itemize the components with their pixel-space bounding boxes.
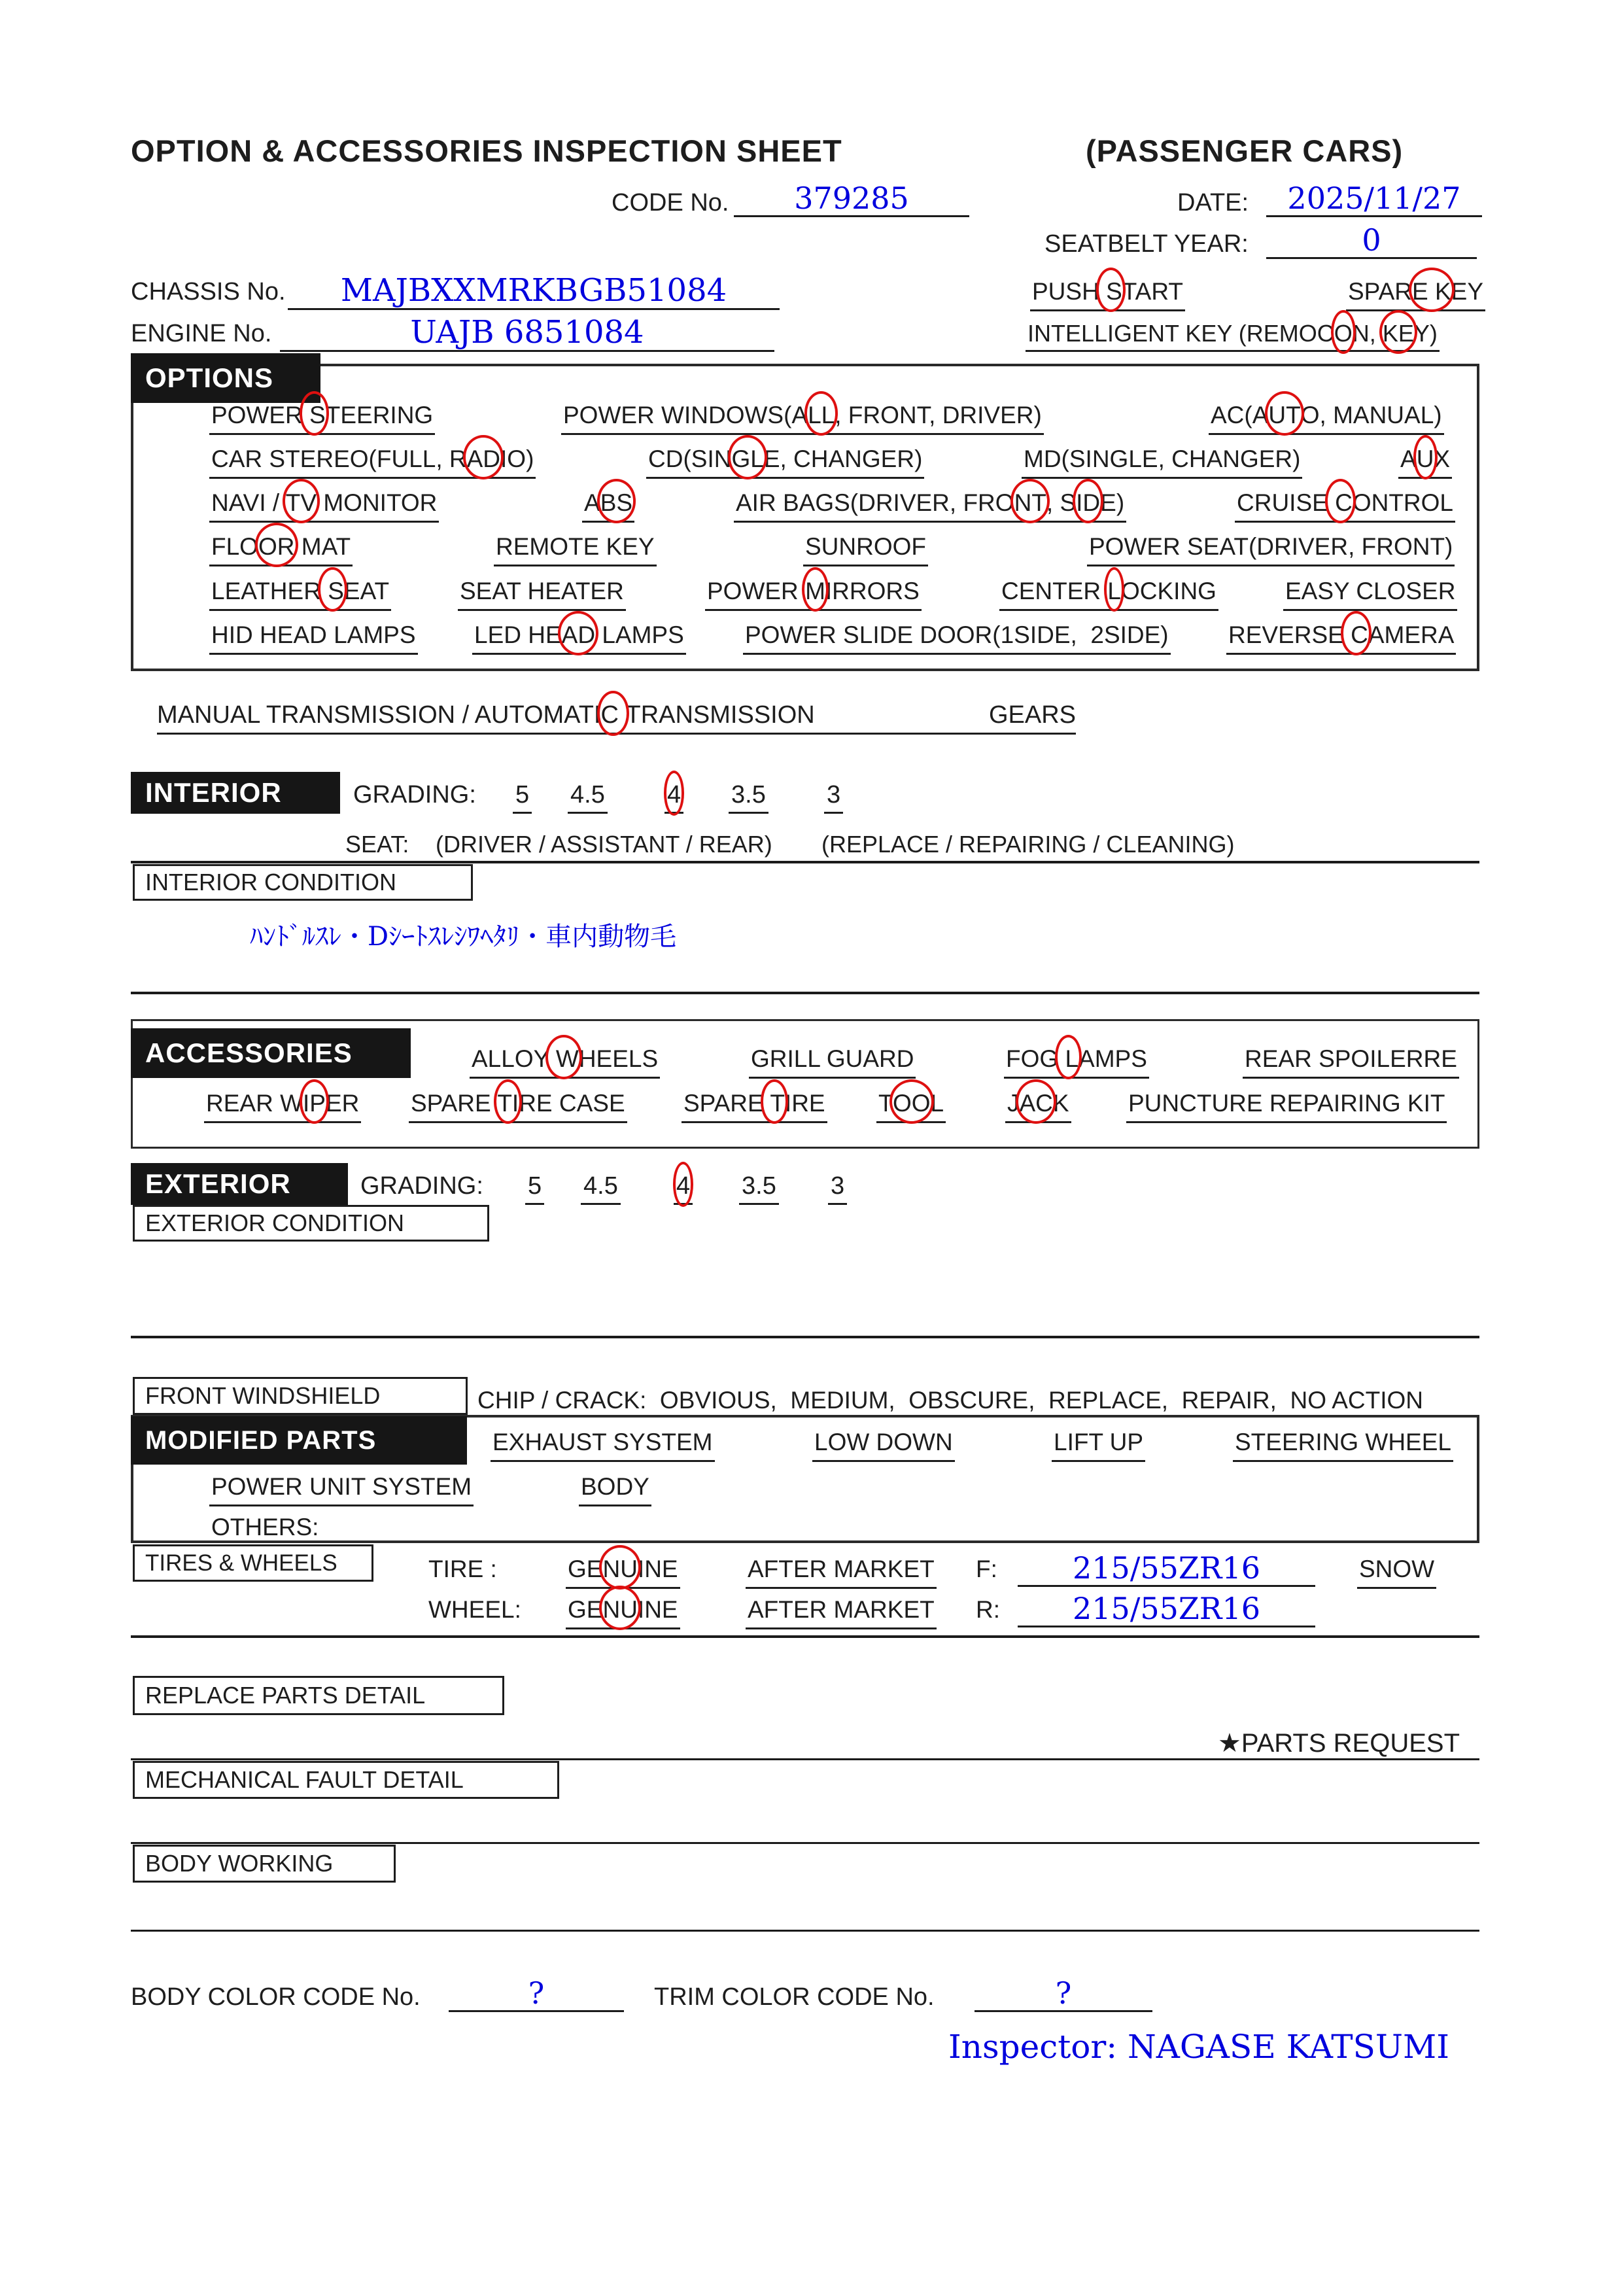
date-label: DATE: [1177,189,1249,217]
interior-divider-top [131,861,1479,863]
seatbelt-year-field [1266,209,1477,259]
option-car-stereo: CAR STEREO(FULL, RADIO) [209,445,536,479]
option-power-mirrors: POWER MIRRORS [705,578,922,611]
exterior-heading: EXTERIOR [131,1163,348,1205]
selection-circle: U [1416,445,1434,472]
modified-body: BODY [579,1473,651,1506]
option-easy-closer: EASY CLOSER [1283,578,1457,611]
selection-circle: E K [1412,278,1451,305]
option-aux: AUX [1398,445,1452,479]
modified-low-down: LOW DOWN [812,1429,955,1462]
inspector-name: Inspector: NAGASE KATSUMI [948,2028,1449,2066]
option-leather-seat: LEATHER SEAT [209,578,391,611]
tire-front-label: F: [976,1556,997,1582]
tire-aftermarket-item: AFTER MARKET [746,1556,937,1589]
selection-circle: S [302,402,326,428]
selection-circle: C [1328,489,1353,516]
wheel-rear-size-field [1018,1573,1315,1627]
option-abs: ABS [582,489,634,523]
seat-options-2: (REPLACE / REPAIRING / CLEANING) [821,831,1235,858]
replace-parts-divider [131,1758,1479,1760]
option-center-locking: CENTER LOCKING [999,578,1218,611]
option-cruise-control: CRUISE CONTROL [1235,489,1455,523]
engine-number-label: ENGINE No. [131,320,272,347]
exterior-grade-3: 3 [828,1172,847,1205]
selection-circle: M [805,578,825,604]
selection-circle: C [600,701,626,729]
selection-circle: NU [602,1596,638,1623]
intelligent-key-item: INTELLIGENT KEY (REMOCON, KEY) [1026,320,1440,352]
selection-circle: S [320,578,344,604]
selection-circle: BS [600,489,633,516]
modified-exhaust-system: EXHAUST SYSTEM [491,1429,715,1462]
accessory-spare-tire-case: SPARE TIRE CASE [409,1090,627,1123]
tire-label: TIRE : [428,1556,497,1582]
body-color-code-field [449,1957,624,2012]
option-reverse-camera: REVERSE CAMERA [1226,621,1456,655]
exterior-divider-bottom [131,1336,1479,1338]
gears-label: GEARS [988,701,1076,729]
seatbelt-year-value: 0 [1362,222,1381,258]
tire-snow-item: SNOW [1357,1556,1436,1589]
exterior-grade-3-5: 3.5 [739,1172,779,1205]
front-windshield-heading: FRONT WINDSHIELD [133,1377,468,1415]
selection-circle: AD [561,621,596,648]
exterior-grading-label: GRADING: [360,1172,483,1200]
interior-grade-3: 3 [824,781,843,814]
option-power-windows: POWER WINDOWS(ALL, FRONT, DRIVER) [561,402,1044,435]
wheel-label: WHEEL: [428,1596,521,1623]
trim-color-code-field [975,1957,1152,2012]
selection-circle: KE [1382,320,1414,347]
accessories-heading: ACCESSORIES [131,1028,411,1078]
chassis-number-value: MAJBXXMRKBGB51084 [340,271,727,309]
body-color-code-label: BODY COLOR CODE No. [131,1983,421,2011]
interior-condition-heading: INTERIOR CONDITION [133,864,473,901]
transmission-line [157,701,1076,735]
seat-label: SEAT: [345,831,409,858]
selection-circle: IP [303,1090,326,1117]
option-seat-heater: SEAT HEATER [458,578,626,611]
selection-circle: NT [1014,489,1046,516]
spare-key-item: SPARE KEY [1346,278,1485,311]
option-hid-head-lamps: HID HEAD LAMPS [209,621,418,655]
option-led-head-lamps: LED HEAD LAMPS [472,621,686,655]
exterior-condition-heading: EXTERIOR CONDITION [133,1205,489,1242]
selection-circle: TI [497,1090,519,1117]
parts-request-note: ★PARTS REQUEST [1218,1729,1460,1758]
options-heading: OPTIONS [131,353,320,403]
selection-circle: O [1334,320,1353,347]
trim-color-code-label: TRIM COLOR CODE No. [654,1983,935,2011]
code-number-value: 379285 [794,180,909,216]
trim-color-code-value: ? [1055,1975,1072,2011]
accessory-spare-tire: SPARE TIRE [682,1090,827,1123]
accessory-jack: JACK [1005,1090,1071,1123]
interior-divider-bottom [131,992,1479,994]
wheel-rear-size-value: 215/55ZR16 [1073,1590,1260,1626]
date-value: 2025/11/27 [1287,180,1461,216]
option-power-seat: POWER SEAT(DRIVER, FRONT) [1087,533,1455,566]
replace-parts-detail-heading: REPLACE PARTS DETAIL [133,1676,504,1715]
exterior-grade-5: 5 [525,1172,544,1205]
body-working-heading: BODY WORKING [133,1845,396,1883]
accessory-fog-lamps: FOG LAMPS [1004,1045,1149,1079]
modified-power-unit-system: POWER UNIT SYSTEM [209,1473,474,1506]
selection-circle: L [1107,578,1121,604]
engine-number-value: UAJB 6851084 [410,313,644,351]
selection-circle: T [763,1090,785,1117]
modified-parts-heading: MODIFIED PARTS [131,1416,467,1465]
code-number-label: CODE No. [612,189,729,217]
chassis-number-label: CHASSIS No. [131,278,286,305]
option-power-steering: POWER STEERING [209,402,435,435]
wheel-genuine-item: GENUINE [566,1596,680,1629]
option-ac: AC(AUTO, MANUAL) [1209,402,1444,435]
accessory-tool: TOOL [876,1090,946,1123]
option-power-slide-door: POWER SLIDE DOOR(1SIDE, 2SIDE) [743,621,1171,655]
interior-grading-label: GRADING: [353,781,476,809]
selection-circle: ID [1076,489,1101,516]
exterior-grade-4 [674,1172,693,1205]
selection-circle: W [549,1045,579,1072]
tires-wheels-heading: TIRES & WHEELS [133,1544,373,1582]
seatbelt-year-label: SEATBELT YEAR: [1044,230,1249,258]
selection-circle: OR [258,533,295,560]
front-windshield-options: CHIP / CRACK: OBVIOUS, MEDIUM, OBSCURE, REPLACE, REPAIR, NO ACTION [477,1387,1423,1414]
tires-divider-bottom [131,1635,1479,1638]
accessory-grill-guard: GRILL GUARD [749,1045,916,1079]
option-cd: CD(SINGLE, CHANGER) [646,445,924,479]
accessory-rear-spoiler: REAR SPOILERRE [1243,1045,1459,1079]
sheet-title: OPTION & ACCESSORIES INSPECTION SHEET [131,133,842,168]
interior-heading: INTERIOR [131,772,340,814]
mechanical-fault-divider [131,1842,1479,1844]
transmission-types: MANUAL TRANSMISSION / AUTOMATIC TRANSMISSION [157,701,815,729]
selection-circle: C [1343,621,1368,648]
selection-circle: L [1058,1045,1079,1072]
interior-grade-5: 5 [513,781,532,814]
selection-circle: UT [1268,402,1301,428]
push-start-item: PUSH START [1030,278,1185,311]
wheel-aftermarket-item: AFTER MARKET [746,1596,937,1629]
interior-grade-3-5: 3.5 [729,781,768,814]
selection-circle: AD [466,445,501,472]
option-md: MD(SINGLE, CHANGER) [1022,445,1302,479]
mechanical-fault-detail-heading: MECHANICAL FAULT DETAIL [133,1761,559,1799]
tire-front-size-value: 215/55ZR16 [1073,1550,1260,1586]
option-navi-tv-monitor: NAVI / TV MONITOR [209,489,439,523]
selection-circle: NU [602,1556,638,1582]
accessory-rear-wiper: REAR WIPER [204,1090,361,1123]
code-number-field [734,166,969,217]
interior-condition-note: ﾊﾝﾄﾞﾙｽﾚ・Dｼｰﾄｽﾚｼﾜﾍﾀﾘ・車内動物毛 [250,922,677,952]
modified-steering-wheel: STEERING WHEEL [1233,1429,1453,1462]
selection-circle: TV [285,489,317,516]
selection-circle: LL [808,402,835,428]
body-working-divider [131,1930,1479,1932]
wheel-rear-label: R: [976,1596,1000,1623]
body-color-code-value: ? [528,1975,545,2011]
selection-circle: AC [1019,1090,1053,1117]
tire-genuine-item: GENUINE [566,1556,680,1589]
selection-circle: 4 [667,781,682,809]
interior-grade-4-5: 4.5 [568,781,608,814]
interior-grade-4 [664,781,683,814]
exterior-grade-4-5: 4.5 [581,1172,621,1205]
option-sunroof: SUNROOF [803,533,928,566]
option-remote-key: REMOTE KEY [494,533,657,566]
accessory-alloy-wheels: ALLOY WHEELS [470,1045,660,1079]
accessory-puncture-repairing-kit: PUNCTURE REPAIRING KIT [1126,1090,1447,1123]
selection-circle: OO [892,1090,931,1117]
option-air-bags: AIR BAGS(DRIVER, FRONT, SIDE) [734,489,1126,523]
seat-options-1: (DRIVER / ASSISTANT / REAR) [436,831,772,858]
option-floor-mat: FLOOR MAT [209,533,353,566]
sheet-subtitle: (PASSENGER CARS) [1086,133,1404,168]
modified-others-label: OTHERS: [209,1514,320,1547]
selection-circle: 4 [676,1172,691,1200]
selection-circle: GL [731,445,764,472]
selection-circle: S [1099,278,1122,305]
modified-lift-up: LIFT UP [1052,1429,1145,1462]
engine-number-field [280,289,774,352]
